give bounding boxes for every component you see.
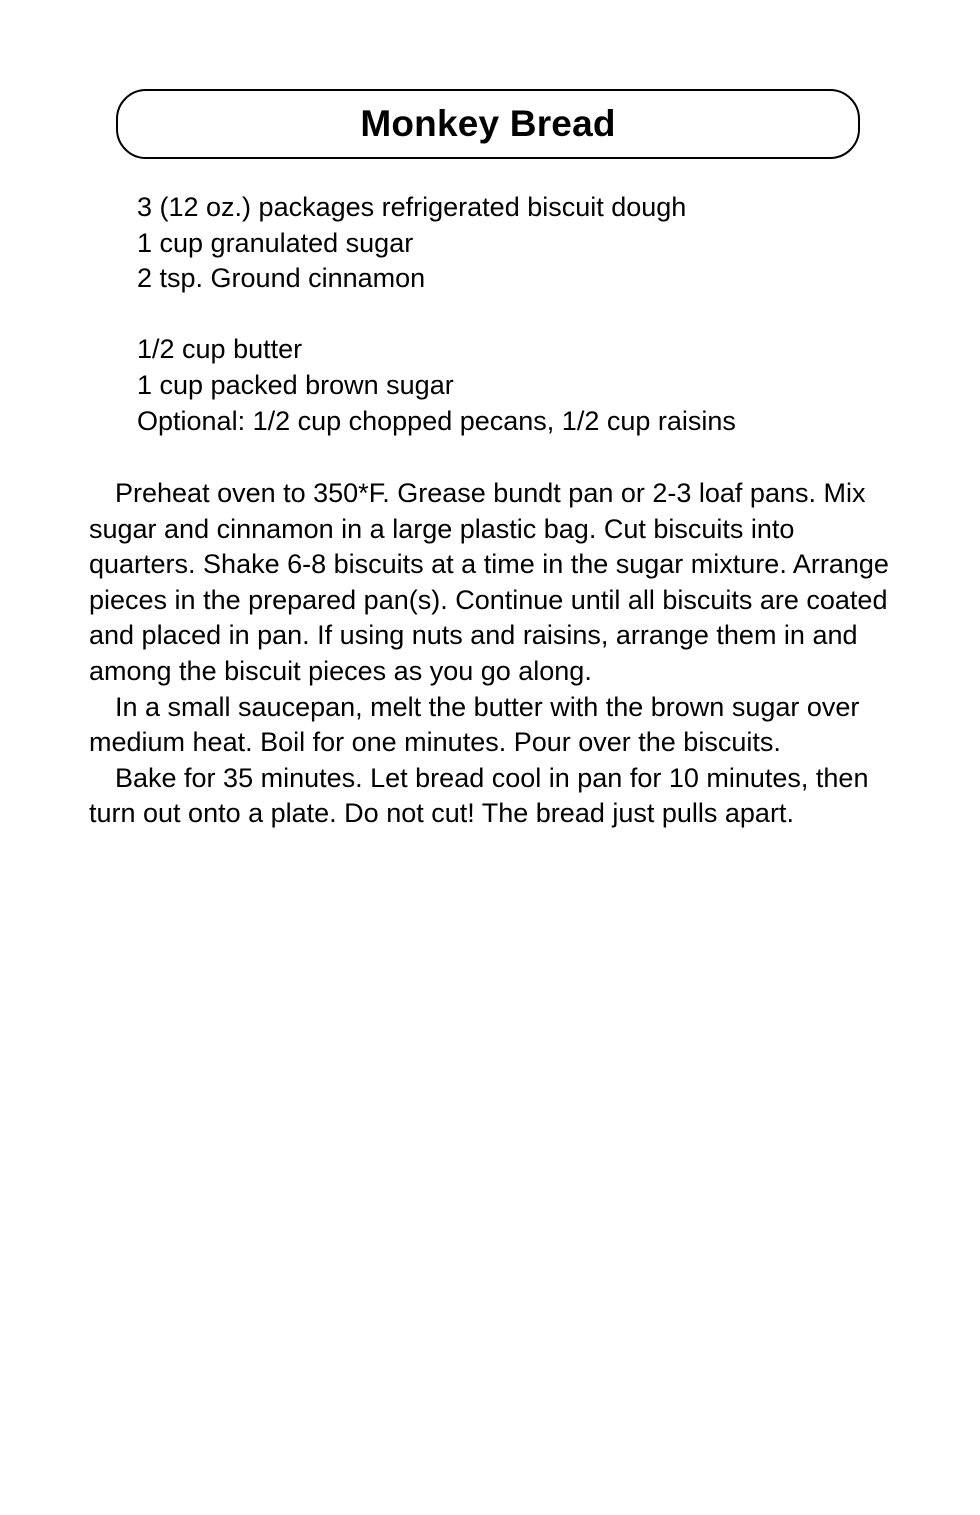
ingredients-list bbox=[137, 190, 937, 439]
instruction-step: Preheat oven to 350*F. Grease bundt pan or 2-3 loaf pans. Mix sugar and cinnamon in a large plastic bag. Cut biscuits into quarters. Shake 6-8 biscuits at a time in the sugar mixture. Arrange pieces in the prepared pan(s). Continue until all biscuits are coated and placed in pan. If using nuts and raisins, arrange them in and among the biscuit pieces as you go along. bbox=[89, 478, 889, 686]
title-box bbox=[116, 89, 860, 159]
instructions bbox=[89, 476, 901, 832]
instruction-step: Bake for 35 minutes. Let bread cool in pan for 10 minutes, then turn out onto a plate. Do not cut! The bread just pulls apart. bbox=[89, 762, 869, 829]
ingredient-group bbox=[137, 190, 937, 297]
ingredient-item: Optional: 1/2 cup chopped pecans, 1/2 cup raisins bbox=[137, 405, 736, 436]
ingredient-item: 1 cup granulated sugar bbox=[137, 227, 414, 258]
instruction-step: In a small saucepan, melt the butter with the brown sugar over medium heat. Boil for one minutes. Pour over the biscuits. bbox=[89, 691, 860, 758]
ingredient-item: 1 cup packed brown sugar bbox=[137, 369, 454, 400]
ingredient-item: 1/2 cup butter bbox=[137, 334, 303, 365]
recipe-title: Monkey Bread bbox=[360, 103, 616, 144]
ingredient-item: 3 (12 oz.) packages refrigerated biscuit dough bbox=[137, 192, 687, 222]
ingredient-group bbox=[137, 332, 937, 439]
ingredient-item: 2 tsp. Ground cinnamon bbox=[137, 263, 426, 294]
